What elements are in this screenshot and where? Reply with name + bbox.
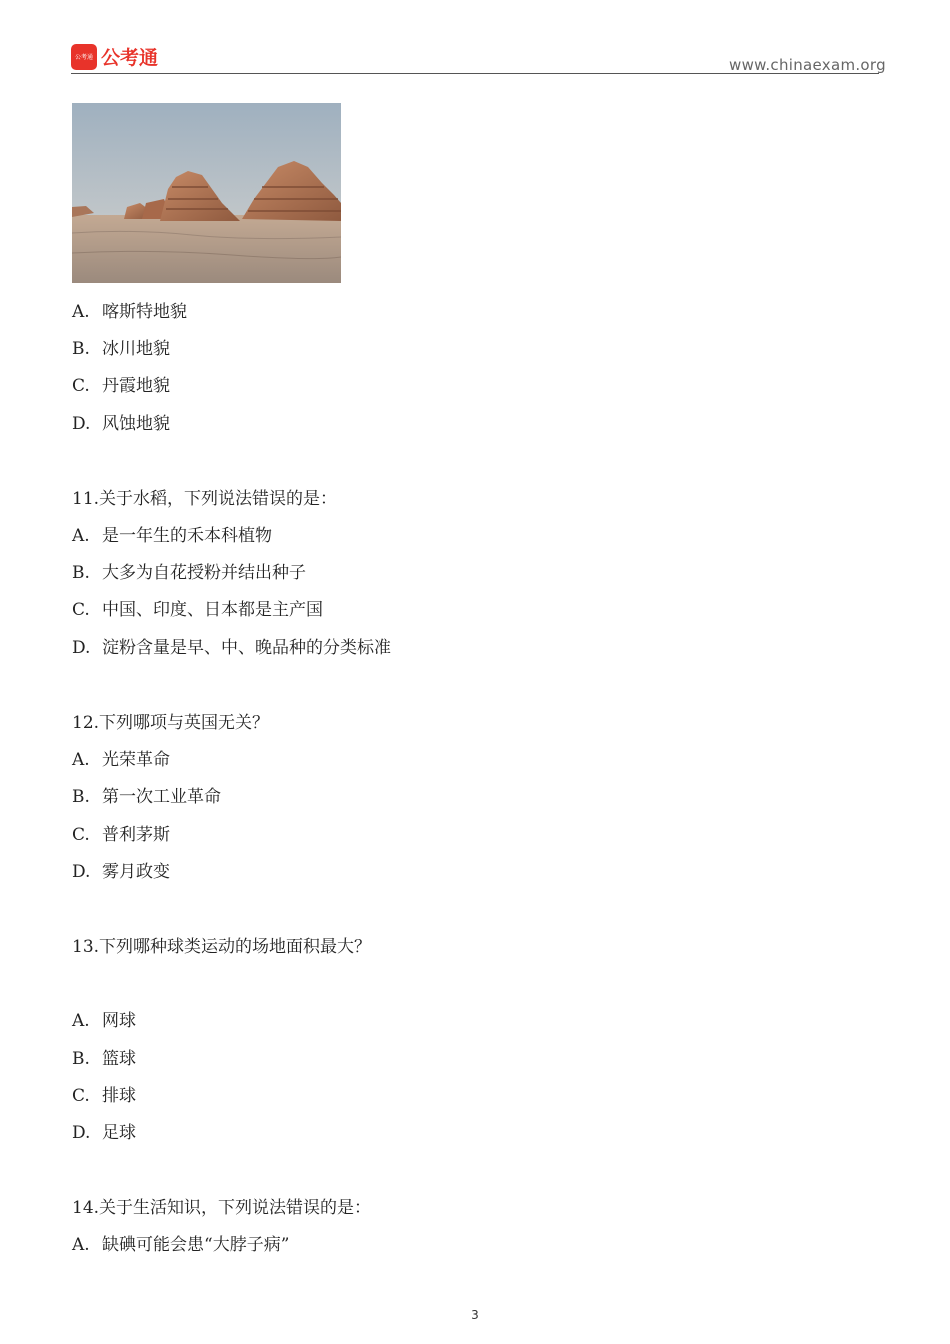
option-text: 篮球	[102, 1049, 136, 1069]
option-text: 普利茅斯	[102, 825, 170, 845]
q13-option-c	[72, 1085, 136, 1107]
page-header	[0, 0, 950, 100]
q11-option-c	[72, 599, 323, 621]
q12-option-c	[72, 824, 170, 846]
q13-option-a	[72, 1010, 136, 1032]
option-letter: C.	[72, 600, 90, 620]
option-letter: A.	[72, 302, 90, 322]
option-letter: A.	[72, 1011, 90, 1031]
option-text: 丹霞地貌	[102, 376, 170, 396]
page-number: 3	[471, 1308, 479, 1322]
option-letter: D.	[72, 862, 91, 882]
option-letter: A.	[72, 1235, 90, 1255]
option-letter: A.	[72, 526, 90, 546]
option-text: 雾月政变	[102, 862, 170, 882]
q13-question: 13.下列哪种球类运动的场地面积最大？	[72, 937, 372, 957]
q10-option-c	[72, 375, 170, 397]
q13-option-b	[72, 1048, 136, 1070]
option-letter: D.	[72, 1123, 91, 1143]
option-text: 中国、印度、日本都是主产国	[102, 600, 323, 620]
option-text: 喀斯特地貌	[102, 302, 187, 322]
q14-option-a	[72, 1234, 289, 1256]
option-letter: C.	[72, 825, 90, 845]
q12-question: 12.下列哪项与英国无关？	[72, 713, 270, 733]
q10-option-b	[72, 338, 170, 360]
logo-badge-icon: 公考通	[71, 44, 97, 70]
q12-option-a	[72, 749, 170, 771]
option-text: 排球	[102, 1086, 136, 1106]
landform-photo	[72, 103, 341, 283]
q10-option-d	[72, 413, 170, 435]
option-text: 风蚀地貌	[102, 414, 170, 434]
option-letter: C.	[72, 376, 90, 396]
q13-option-d	[72, 1122, 136, 1144]
option-text: 缺碘可能会患“大脖子病”	[102, 1235, 290, 1255]
q11-option-b	[72, 562, 306, 584]
option-text: 第一次工业革命	[102, 787, 221, 807]
q12-option-b	[72, 786, 221, 808]
q11-option-d	[72, 637, 391, 659]
option-letter: A.	[72, 750, 90, 770]
brand-logo[interactable]	[71, 43, 158, 70]
option-text: 足球	[102, 1123, 136, 1143]
option-letter: B.	[72, 1049, 90, 1069]
option-text: 淀粉含量是早、中、晚品种的分类标准	[102, 638, 391, 658]
option-letter: D.	[72, 638, 91, 658]
site-url-link[interactable]: www.chinaexam.org	[729, 56, 886, 74]
q12-option-d	[72, 861, 170, 883]
q10-option-a	[72, 301, 187, 323]
option-text: 网球	[102, 1011, 136, 1031]
option-text: 光荣革命	[102, 750, 170, 770]
option-letter: B.	[72, 787, 90, 807]
option-letter: D.	[72, 414, 91, 434]
option-text: 冰川地貌	[102, 339, 170, 359]
q14-question: 14.关于生活知识，下列说法错误的是：	[72, 1198, 372, 1218]
q11-question: 11.关于水稻，下列说法错误的是：	[72, 489, 338, 509]
logo-text: 公考通	[101, 47, 159, 69]
option-letter: B.	[72, 563, 90, 583]
option-letter: C.	[72, 1086, 90, 1106]
option-text: 是一年生的禾本科植物	[102, 526, 272, 546]
option-text: 大多为自花授粉并结出种子	[102, 563, 306, 583]
option-letter: B.	[72, 339, 90, 359]
q11-option-a	[72, 525, 272, 547]
